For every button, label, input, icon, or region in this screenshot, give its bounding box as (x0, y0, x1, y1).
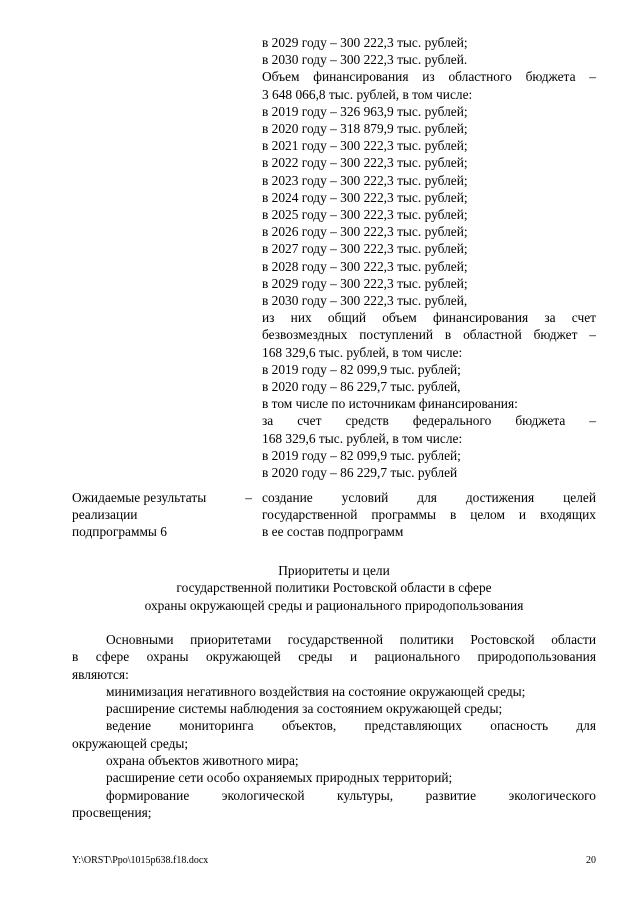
intro-line: Основными приоритетами государственной политики Ростовской области (106, 632, 596, 647)
label-line: реализации (72, 507, 138, 523)
priority-item: минимизация негативного воздействия на состояние окружающей среды; (106, 683, 526, 699)
financing-line: за счет средств федерального бюджета – (262, 413, 596, 429)
priority-item-continuation: окружающей среды; (72, 735, 189, 751)
expected-results-value (262, 489, 596, 541)
financing-line: в 2019 году – 82 099,9 тыс. рублей; (262, 447, 461, 463)
financing-line: 168 329,6 тыс. рублей, в том числе: (262, 344, 463, 360)
intro-line: являются: (72, 666, 129, 682)
financing-line: 3 648 066,8 тыс. рублей, в том числе: (262, 86, 473, 102)
financing-line: в 2028 году – 300 222,3 тыс. рублей; (262, 258, 468, 274)
heading-line: государственной политики Ростовской области в сфере (176, 580, 492, 596)
section-heading (72, 562, 596, 614)
label-dash: – (245, 490, 252, 505)
heading-line: Приоритеты и цели (278, 563, 390, 578)
financing-line: в 2019 году – 326 963,9 тыс. рублей; (262, 103, 468, 119)
financing-line: в 2019 году – 82 099,9 тыс. рублей; (262, 361, 461, 377)
footer-file-path: Y:\ORST\Ppo\1015p638.f18.docx (72, 855, 209, 866)
priority-item: охрана объектов животного мира; (106, 753, 299, 769)
label-line: Ожидаемые результаты (72, 490, 207, 505)
label-line: подпрограммы 6 (72, 524, 167, 540)
financing-line: в 2029 году – 300 222,3 тыс. рублей; (262, 275, 468, 291)
financing-line: в 2029 году – 300 222,3 тыс. рублей; (262, 35, 468, 50)
financing-line: в 2025 году – 300 222,3 тыс. рублей; (262, 207, 468, 223)
value-line: создание условий для достижения целей (262, 490, 596, 505)
heading-line: охраны окружающей среды и рационального природопользования (144, 597, 524, 613)
financing-line: в 2027 году – 300 222,3 тыс. рублей; (262, 241, 468, 257)
value-line: в ее состав подпрограмм (262, 524, 404, 540)
financing-line: в 2023 году – 300 222,3 тыс. рублей; (262, 172, 468, 188)
intro-line: в сфере охраны окружающей среды и рационального природопользования (72, 649, 596, 665)
financing-line: Объем финансирования из областного бюджета – (262, 69, 596, 85)
financing-line: в 2020 году – 86 229,7 тыс. рублей, (262, 379, 461, 395)
financing-line: безвозмездных поступлений в областной бюджет – (262, 327, 596, 343)
value-line: государственной программы в целом и входящих (262, 507, 596, 523)
priority-item: расширение сети особо охраняемых природных территорий; (106, 770, 453, 786)
priority-item: расширение системы наблюдения за состоянием окружающей среды; (106, 701, 503, 717)
financing-line: в 2021 году – 300 222,3 тыс. рублей; (262, 138, 468, 154)
financing-line: в 2024 году – 300 222,3 тыс. рублей; (262, 189, 468, 205)
financing-line: из них общий объем финансирования за счет (262, 310, 596, 326)
financing-column (262, 34, 596, 481)
body-text (72, 631, 596, 821)
financing-line: в 2030 году – 300 222,3 тыс. рублей. (262, 52, 468, 68)
financing-line: в том числе по источникам финансирования: (262, 396, 518, 412)
financing-line: 168 329,6 тыс. рублей, в том числе: (262, 430, 463, 446)
priority-item-continuation: просвещения; (72, 804, 152, 820)
financing-line: в 2026 году – 300 222,3 тыс. рублей; (262, 224, 468, 240)
financing-line: в 2030 году – 300 222,3 тыс. рублей, (262, 293, 468, 309)
expected-results-label (72, 489, 252, 541)
financing-line: в 2022 году – 300 222,3 тыс. рублей; (262, 155, 468, 171)
page-number: 20 (586, 855, 596, 866)
financing-line: в 2020 году – 318 879,9 тыс. рублей; (262, 121, 468, 137)
financing-line: в 2020 году – 86 229,7 тыс. рублей (262, 465, 458, 481)
priority-item: ведение мониторинга объектов, представляющих опасность для (106, 718, 596, 734)
priority-item: формирование экологической культуры, развитие экологического (106, 787, 596, 803)
